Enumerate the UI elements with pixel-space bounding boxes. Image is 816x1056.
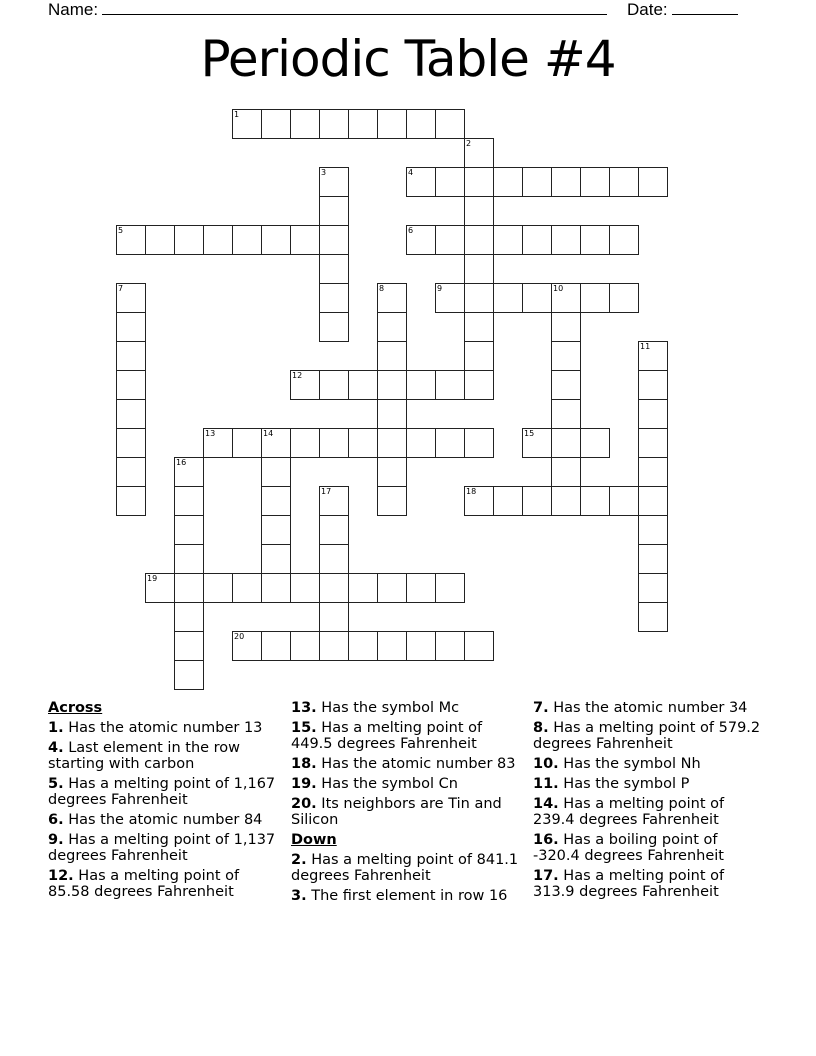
clue-down-3: 3. The first element in row 16: [291, 888, 508, 904]
crossword-cell[interactable]: [464, 254, 494, 284]
crossword-cell[interactable]: [522, 225, 552, 255]
clue-down-17: 17. Has a melting point of 313.9 degrees Fahrenheit: [533, 868, 725, 900]
clue-number: 9: [437, 284, 443, 293]
clue-number: 19: [147, 574, 158, 583]
clue-down-8: 8. Has a melting point of 579.2 degrees Fahrenheit: [533, 720, 761, 752]
crossword-cell[interactable]: [261, 109, 291, 139]
crossword-cell[interactable]: [435, 631, 465, 661]
crossword-cell[interactable]: [435, 109, 465, 139]
crossword-cell[interactable]: [203, 573, 233, 603]
crossword-cell[interactable]: [174, 573, 204, 603]
crossword-cell[interactable]: [435, 225, 465, 255]
clue-number: 6: [408, 226, 414, 235]
clue-number: 11: [640, 342, 651, 351]
crossword-cell[interactable]: [145, 225, 175, 255]
crossword-cell[interactable]: [406, 428, 436, 458]
clue-down-10: 10. Has the symbol Nh: [533, 756, 701, 772]
crossword-cell[interactable]: [348, 109, 378, 139]
crossword-cell[interactable]: [377, 573, 407, 603]
crossword-cell[interactable]: [551, 167, 581, 197]
crossword-cell[interactable]: [406, 573, 436, 603]
crossword-cell[interactable]: [116, 457, 146, 487]
crossword-cell[interactable]: [261, 457, 291, 487]
crossword-cell[interactable]: [348, 428, 378, 458]
crossword-cell[interactable]: [232, 573, 262, 603]
crossword-cell[interactable]: [406, 167, 436, 197]
crossword-cell[interactable]: [174, 486, 204, 516]
crossword-cell[interactable]: [290, 573, 320, 603]
crossword-cell[interactable]: [377, 109, 407, 139]
crossword-cell[interactable]: [493, 225, 523, 255]
crossword-cell[interactable]: [232, 631, 262, 661]
crossword-cell[interactable]: [377, 457, 407, 487]
crossword-cell[interactable]: [319, 254, 349, 284]
crossword-cell[interactable]: [174, 457, 204, 487]
crossword-cell[interactable]: [406, 631, 436, 661]
crossword-cell[interactable]: [319, 544, 349, 574]
clue-across-20: 20. Its neighbors are Tin and Silicon: [291, 796, 502, 828]
clue-number: 1: [234, 110, 240, 119]
crossword-cell[interactable]: [551, 399, 581, 429]
crossword-cell[interactable]: [638, 486, 668, 516]
crossword-cell[interactable]: [116, 399, 146, 429]
crossword-cell[interactable]: [464, 283, 494, 313]
crossword-cell[interactable]: [464, 428, 494, 458]
clue-number: 3: [321, 168, 327, 177]
crossword-cell[interactable]: [551, 341, 581, 371]
clue-number: 18: [466, 487, 477, 496]
crossword-cell[interactable]: [290, 631, 320, 661]
clue-across-13: 13. Has the symbol Mc: [291, 700, 460, 716]
crossword-cell[interactable]: [232, 109, 262, 139]
crossword-cell[interactable]: [290, 109, 320, 139]
clue-across-1: 1. Has the atomic number 13: [48, 720, 263, 736]
down-heading: Down: [291, 832, 337, 848]
crossword-cell[interactable]: [319, 167, 349, 197]
crossword-cell[interactable]: [116, 370, 146, 400]
crossword-cell[interactable]: [261, 631, 291, 661]
clue-number: 17: [321, 487, 332, 496]
worksheet-header: [48, 0, 668, 20]
crossword-cell[interactable]: [580, 167, 610, 197]
crossword-cell[interactable]: [174, 515, 204, 545]
crossword-cell[interactable]: [435, 167, 465, 197]
crossword-cell[interactable]: [377, 428, 407, 458]
clue-number: 5: [118, 226, 124, 235]
crossword-cell[interactable]: [174, 544, 204, 574]
crossword-cell[interactable]: [609, 486, 639, 516]
crossword-cell[interactable]: [116, 486, 146, 516]
clue-number: 2: [466, 139, 472, 148]
crossword-cell[interactable]: [435, 370, 465, 400]
crossword-cell[interactable]: [348, 631, 378, 661]
page-title: Periodic Table #4: [200, 30, 616, 88]
across-heading: Across: [48, 700, 103, 716]
crossword-cell[interactable]: [203, 428, 233, 458]
crossword-cell[interactable]: [551, 457, 581, 487]
clue-number: 10: [553, 284, 564, 293]
crossword-cell[interactable]: [145, 573, 175, 603]
crossword-cell[interactable]: [551, 428, 581, 458]
crossword-cell[interactable]: [261, 225, 291, 255]
crossword-cell[interactable]: [522, 283, 552, 313]
crossword-cell[interactable]: [580, 486, 610, 516]
clue-across-19: 19. Has the symbol Cn: [291, 776, 458, 792]
clue-number: 14: [263, 429, 274, 438]
crossword-cell[interactable]: [464, 341, 494, 371]
crossword-cell[interactable]: [232, 428, 262, 458]
clue-number: 16: [176, 458, 187, 467]
crossword-cell[interactable]: [319, 283, 349, 313]
crossword-cell[interactable]: [522, 167, 552, 197]
crossword-cell[interactable]: [319, 196, 349, 226]
clues-column-2: [291, 700, 526, 908]
clue-number: 7: [118, 284, 124, 293]
clue-number: 20: [234, 632, 245, 641]
crossword-cell[interactable]: [638, 370, 668, 400]
crossword-cell[interactable]: [116, 312, 146, 342]
crossword-cell[interactable]: [406, 370, 436, 400]
crossword-cell[interactable]: [638, 399, 668, 429]
clue-number: 13: [205, 429, 216, 438]
crossword-cell[interactable]: [261, 544, 291, 574]
crossword-cell[interactable]: [116, 225, 146, 255]
crossword-cell[interactable]: [638, 573, 668, 603]
crossword-cell[interactable]: [609, 283, 639, 313]
crossword-cell[interactable]: [319, 312, 349, 342]
crossword-cell[interactable]: [551, 283, 581, 313]
crossword-cell[interactable]: [580, 225, 610, 255]
crossword-cell[interactable]: [464, 312, 494, 342]
crossword-cell[interactable]: [406, 109, 436, 139]
crossword-cell[interactable]: [551, 225, 581, 255]
crossword-cell[interactable]: [116, 428, 146, 458]
clue-number: 15: [524, 429, 535, 438]
crossword-cell[interactable]: [319, 428, 349, 458]
clue-number: 8: [379, 284, 385, 293]
name-field[interactable]: [102, 0, 607, 15]
clues-column-1: [48, 700, 283, 904]
crossword-cell[interactable]: [377, 631, 407, 661]
crossword-cell[interactable]: [638, 167, 668, 197]
crossword-cell[interactable]: [638, 544, 668, 574]
crossword-cell[interactable]: [290, 370, 320, 400]
crossword-cell[interactable]: [319, 515, 349, 545]
crossword-cell[interactable]: [116, 341, 146, 371]
crossword-cell[interactable]: [377, 370, 407, 400]
crossword-cell[interactable]: [377, 283, 407, 313]
clue-down-16: 16. Has a boiling point of -320.4 degrees Fahrenheit: [533, 832, 724, 864]
crossword-cell[interactable]: [493, 167, 523, 197]
crossword-cell[interactable]: [116, 283, 146, 313]
crossword-cell[interactable]: [319, 486, 349, 516]
date-label: Date:: [627, 0, 668, 19]
crossword-cell[interactable]: [319, 573, 349, 603]
crossword-cell[interactable]: [551, 312, 581, 342]
clue-down-7: 7. Has the atomic number 34: [533, 700, 748, 716]
clues-column-3: [533, 700, 768, 904]
crossword-cell[interactable]: [464, 225, 494, 255]
crossword-cell[interactable]: [464, 167, 494, 197]
clue-number: 4: [408, 168, 414, 177]
crossword-cell[interactable]: [174, 631, 204, 661]
clue-across-4: 4. Last element in the row starting with carbon: [48, 740, 241, 772]
crossword-cell[interactable]: [348, 573, 378, 603]
crossword-cell[interactable]: [609, 225, 639, 255]
crossword-cell[interactable]: [580, 283, 610, 313]
crossword-cell[interactable]: [435, 428, 465, 458]
crossword-cell[interactable]: [290, 428, 320, 458]
crossword-cell[interactable]: [464, 486, 494, 516]
clue-across-6: 6. Has the atomic number 84: [48, 812, 263, 828]
crossword-cell[interactable]: [203, 225, 233, 255]
crossword-cell[interactable]: [319, 109, 349, 139]
crossword-cell[interactable]: [174, 225, 204, 255]
crossword-cell[interactable]: [290, 225, 320, 255]
crossword-cell[interactable]: [348, 370, 378, 400]
clue-down-2: 2. Has a melting point of 841.1 degrees Fahrenheit: [291, 852, 519, 884]
crossword-cell[interactable]: [522, 486, 552, 516]
crossword-cell[interactable]: [377, 312, 407, 342]
clue-across-12: 12. Has a melting point of 85.58 degrees Fahrenheit: [48, 868, 240, 900]
clue-down-14: 14. Has a melting point of 239.4 degrees Fahrenheit: [533, 796, 725, 828]
crossword-cell[interactable]: [377, 341, 407, 371]
crossword-cell[interactable]: [377, 486, 407, 516]
crossword-cell[interactable]: [493, 486, 523, 516]
crossword-cell[interactable]: [464, 370, 494, 400]
crossword-cell[interactable]: [435, 283, 465, 313]
crossword-cell[interactable]: [638, 457, 668, 487]
crossword-cell[interactable]: [638, 341, 668, 371]
crossword-cell[interactable]: [319, 370, 349, 400]
crossword-cell[interactable]: [261, 573, 291, 603]
crossword-cell[interactable]: [464, 138, 494, 168]
crossword-cell[interactable]: [319, 225, 349, 255]
clue-number: 12: [292, 371, 303, 380]
crossword-cell[interactable]: [638, 515, 668, 545]
crossword-cell[interactable]: [638, 602, 668, 632]
crossword-cell[interactable]: [319, 631, 349, 661]
date-field[interactable]: [672, 0, 738, 15]
crossword-cell[interactable]: [464, 631, 494, 661]
crossword-cell[interactable]: [406, 225, 436, 255]
crossword-cell[interactable]: [261, 428, 291, 458]
crossword-cell[interactable]: [174, 660, 204, 690]
clue-across-18: 18. Has the atomic number 83: [291, 756, 516, 772]
clue-across-9: 9. Has a melting point of 1,137 degrees Fahrenheit: [48, 832, 276, 864]
crossword-cell[interactable]: [551, 370, 581, 400]
crossword-cell[interactable]: [580, 428, 610, 458]
crossword-cell[interactable]: [261, 486, 291, 516]
crossword-cell[interactable]: [638, 428, 668, 458]
crossword-cell[interactable]: [464, 196, 494, 226]
clue-across-5: 5. Has a melting point of 1,167 degrees Fahrenheit: [48, 776, 276, 808]
crossword-cell[interactable]: [493, 283, 523, 313]
crossword-cell[interactable]: [609, 167, 639, 197]
crossword-cell[interactable]: [261, 515, 291, 545]
crossword-cell[interactable]: [174, 602, 204, 632]
clue-down-11: 11. Has the symbol P: [533, 776, 690, 792]
crossword-cell[interactable]: [522, 428, 552, 458]
crossword-cell[interactable]: [319, 602, 349, 632]
name-label: Name:: [48, 0, 99, 19]
crossword-cell[interactable]: [232, 225, 262, 255]
crossword-cell[interactable]: [435, 573, 465, 603]
crossword-cell[interactable]: [551, 486, 581, 516]
clue-across-15: 15. Has a melting point of 449.5 degrees Fahrenheit: [291, 720, 483, 752]
crossword-cell[interactable]: [377, 399, 407, 429]
